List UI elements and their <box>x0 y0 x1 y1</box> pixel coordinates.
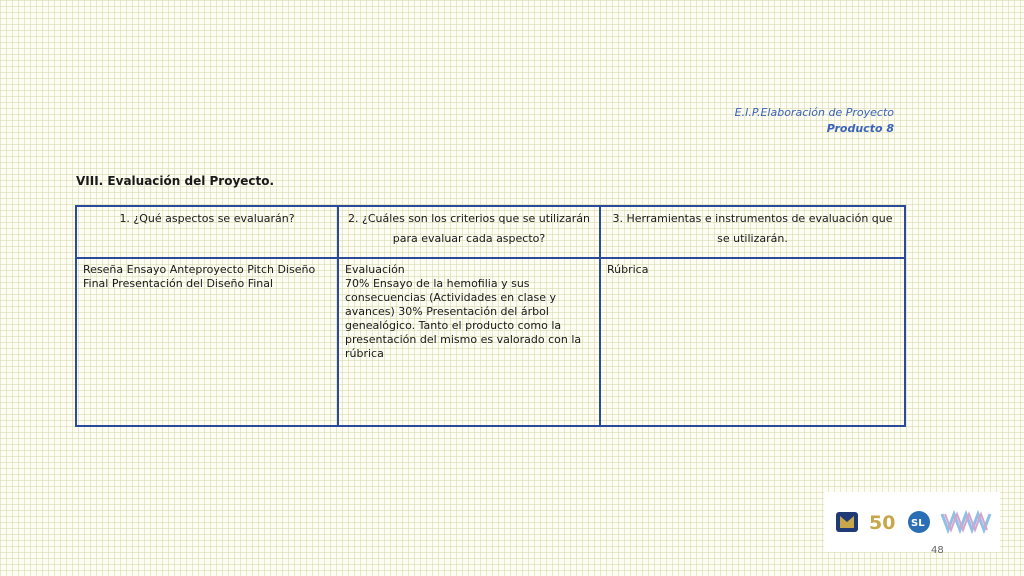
table-row <box>76 258 905 426</box>
section-title: VIII. Evaluación del Proyecto. <box>76 174 275 188</box>
cell-aspects: Reseña Ensayo Anteproyecto Pitch Diseño Final Presentación del Diseño Final <box>76 258 338 426</box>
page-number: 48 <box>931 545 944 556</box>
wm-logo <box>940 510 994 534</box>
sl-logo <box>906 510 932 534</box>
unam-logo <box>834 510 860 534</box>
header-line-1: E.I.P.Elaboración de Proyecto <box>734 106 894 119</box>
svg-text:SL: SL <box>911 518 925 529</box>
cell-criteria <box>338 258 600 426</box>
table-header-criteria: 2. ¿Cuáles son los criterios que se utilizarán para evaluar cada aspecto? <box>338 206 600 258</box>
evaluation-table <box>75 205 906 427</box>
criteria-text: 70% Ensayo de la hemofilia y sus consecuencias (Actividades en clase y avances) 30% Presentación del árbol genealógico. Tanto el producto como la presentación del mismo es valorado con la rúbrica <box>345 277 582 360</box>
cell-tools: Rúbrica <box>600 258 905 426</box>
table-header-row <box>76 206 905 258</box>
criteria-heading: Evaluación <box>345 263 405 276</box>
header-line-2: Producto 8 <box>826 122 894 135</box>
logo-strip <box>824 492 1000 552</box>
50-anniversary-logo <box>868 510 902 534</box>
table-header-aspects: 1. ¿Qué aspectos se evaluarán? <box>76 206 338 258</box>
table-header-tools: 3. Herramientas e instrumentos de evaluación que se utilizarán. <box>600 206 905 258</box>
svg-text:50: 50 <box>869 512 896 534</box>
